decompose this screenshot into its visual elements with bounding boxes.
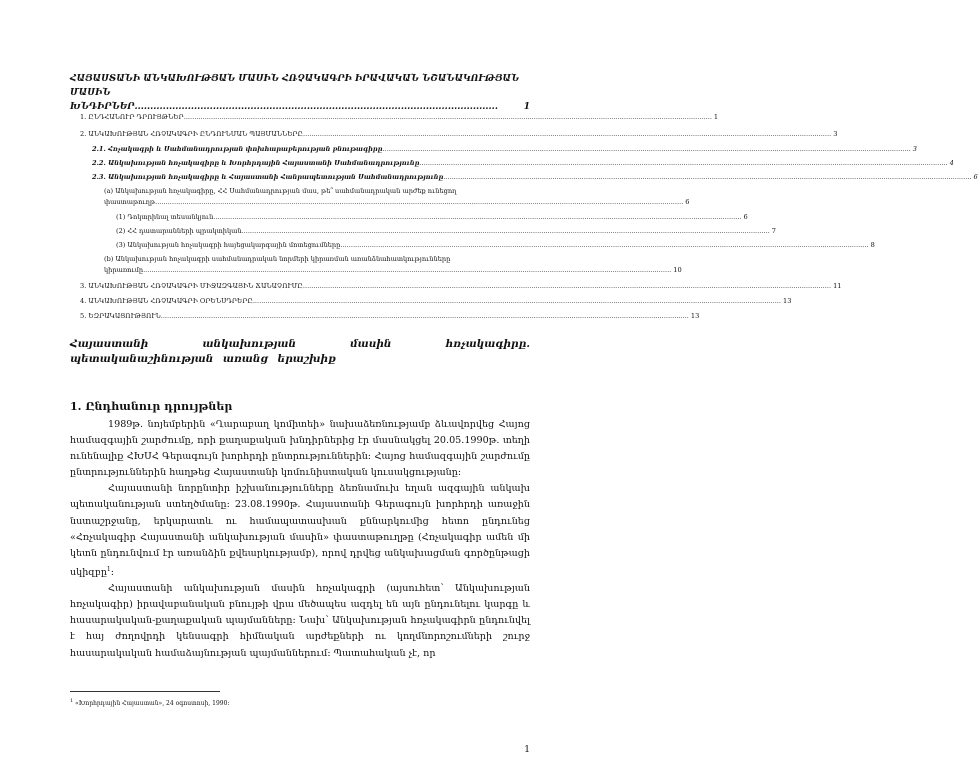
toc-entry-page: 10	[673, 266, 682, 274]
toc-entry-label-cont: կիրառումը	[104, 266, 144, 274]
toc-entry-label: 2.3. Անկախության հռչակագիրը և Հայաստանի Հանրապետության Սահմանադրությունը	[92, 173, 444, 181]
toc-entry-page: 13	[783, 297, 792, 305]
section-heading: 1. Ընդհանուր դրույթներ	[70, 400, 233, 413]
toc-leader	[303, 129, 831, 139]
toc-entry-page: 13	[690, 312, 700, 320]
toc-entry[interactable]	[80, 112, 719, 122]
footnote	[70, 697, 229, 708]
toc-leader	[383, 144, 911, 154]
footnote-text: «Խորհրդային Հայաստան», 24 օգոստոսի, 1990:	[75, 700, 230, 707]
toc-entry[interactable]	[80, 311, 700, 321]
toc-entry-label: 2. ԱՆԿԱԽՈՒԹՅԱՆ ՀՌՉԱԿԱԳՐԻ ԸՆԴՈՒՆՄԱՆ ՊԱՅՄԱՆՆԵՐԸ	[80, 130, 303, 138]
toc-leader	[253, 296, 781, 306]
toc-entry-page: 6	[743, 213, 748, 221]
toc-entry-label: 1. ԸՆԴՀԱՆՈՒՐ ԴՐՈՒՅԹՆԵՐ	[80, 113, 184, 121]
toc-entry-label: 4. ԱՆԿԱԽՈՒԹՅԱՆ ՀՌՉԱԿԱԳՐԻ ՕՐԵՆՍԴՐԵՐԸ	[80, 297, 253, 305]
body-text	[70, 417, 530, 662]
footnote-reference[interactable]: 1	[106, 565, 111, 573]
toc-entry-label: 2.2. Անկախության հռչակագիրը և Խորհրդային Հայաստանի Սահմանադրությունը	[92, 159, 420, 167]
toc-entry-page: 8	[870, 241, 875, 249]
toc-leader	[419, 158, 947, 168]
page-number: 1	[524, 745, 530, 755]
toc-leader	[143, 265, 671, 275]
toc-entry-continuation[interactable]	[104, 197, 690, 207]
toc-leader	[161, 311, 689, 321]
toc-entry-page: 6	[973, 173, 978, 181]
toc-entry-label: 2.1. Հռչակագրի և Սահմանադրության փոխհարաբերության բնութագիրը	[92, 145, 383, 153]
toc-entry-page: 7	[771, 227, 776, 235]
toc-leader	[184, 112, 712, 122]
footnote-separator	[70, 691, 220, 692]
toc-leader	[213, 212, 741, 222]
toc-entry-continuation[interactable]	[104, 265, 682, 275]
toc-entry-page: 3	[912, 145, 917, 153]
toc-entry-label: 5. ԵԶՐԱԿԱՑՈՒԹՅՈՒՆ	[80, 312, 161, 320]
toc-leader	[242, 226, 770, 236]
toc-entry[interactable]	[80, 281, 842, 291]
toc-entry-page: 3	[833, 130, 838, 138]
toc-entry[interactable]	[104, 254, 530, 264]
toc-leader	[155, 197, 683, 207]
toc-title-text: ՀԱՅԱՍՏԱՆԻ ԱՆԿԱԽՈՒԹՅԱՆ ՄԱՍԻՆ ՀՌՉԱԿԱԳՐԻ ԻՐԱՎԱԿԱՆ ՆՇԱՆԱԿՈՒԹՅԱՆ ՄԱՍԻՆ ԽՆԴԻՐՆԵՐ	[70, 74, 520, 112]
toc-entry[interactable]	[92, 158, 954, 168]
toc-entry[interactable]	[92, 172, 978, 182]
paragraph: Հայաստանի անկախության մասին հռչակագրի (այսուհետ՝ Անկախության հռչակագիր) իրավաբանական բնույթի վրա մեծապես ազդել են այն ընդունելու կարգը և հասարակական-քաղաքական պայմանները: Նախ՝ Անկախության հռչակագիրն ընդունվել է հայ ժողովրդի կենսագրի հիմնական արժեքների ու կողմնորոշումների շուրջ հասարակական համաձայնության պայմաններում: Պատահական չէ, որ	[70, 583, 530, 659]
toc-leader	[443, 172, 971, 182]
toc-entry[interactable]	[116, 240, 875, 250]
toc-entry-page: 4	[949, 159, 954, 167]
toc-entry-label: (a) Անկախության հռչակագիրը, ՀՀ Սահմանադրության մաս, թե՞ սահմանադրական արժեք ունեցող	[104, 187, 457, 195]
toc-entry[interactable]	[80, 129, 838, 139]
toc-leader	[303, 281, 831, 291]
document-title: Հայաստանի անկախության մասին հռչակագիրը. պետականաշինության առանց երաշխիք	[70, 338, 530, 365]
toc-leader	[340, 240, 868, 250]
toc-entry[interactable]	[116, 212, 748, 222]
toc-title[interactable]: ՀԱՅԱՍՏԱՆԻ ԱՆԿԱԽՈՒԹՅԱՆ ՄԱՍԻՆ ՀՌՉԱԿԱԳՐԻ ԻՐԱՎԱԿԱՆ ՆՇԱՆԱԿՈՒԹՅԱՆ ՄԱՍԻՆ ԽՆԴԻՐՆԵՐ.................................................................................................................... 1	[70, 74, 530, 112]
toc-entry[interactable]	[104, 186, 530, 196]
toc-title-page: 1	[523, 102, 530, 112]
toc-entry[interactable]	[92, 144, 917, 154]
toc-entry-label: (b) Անկախության հռչակագրի սահմանադրական նորմերի կիրառման առանձնահատկությունները	[104, 255, 451, 263]
toc-entry-page: 11	[833, 282, 842, 290]
toc-entry-label-cont: փաստաթուղթ	[104, 198, 156, 206]
paragraph: 1989թ. նոյեմբերին «Ղարաբաղ կոմիտեի» նախաձեռնությամբ ձևավորվեց Հայոց համազգային շարժումը, որի քաղաքական խնդիրներից էր մասնակցել 20.05.1990թ. տեղի ունենալիք ՀԽՍՀ Գերագույն խորհրդի ընտրություններին: Հայոց համազգային շարժումը ընտրություններին հաղթեց Հայաստանի կոմունիստական կուսակցությանը:	[70, 419, 530, 479]
footnote-marker: 1	[70, 698, 74, 704]
toc-entry-label: (2) ՀՀ դատարանների պրակտիկան	[116, 227, 242, 235]
toc-entry-label: (1) Դոկտրինալ տեսանկյուն	[116, 213, 214, 221]
toc-entry[interactable]	[80, 296, 792, 306]
paragraph: Հայաստանի նորընտիր իշխանությունները ձեռնամուխ եղան ազգային անկախ պետականության ստեղծմանը: 23.08.1990թ. Հայաստանի Գերագույն խորհրդի առաջին նստաշրջանը, երկարատև ու համապատասխան քննարկումից հետո ընդունեց «Հռչակագիր Հայաստանի անկախության մասին» փաստաթուղթը (Հռչակագիր ամեն մի կետն ընդունվում էր առանձին քվեարկությամբ), որով դրվեց անկախացման գործընթացի սկիզբը$^1$:	[70, 483, 530, 579]
toc-entry-page: 6	[685, 198, 690, 206]
toc-entry[interactable]	[116, 226, 776, 236]
toc-entry-page: 1	[713, 113, 719, 121]
toc-entry-label: (3) Անկախության հռչակագրի հայեցակարգային մոտեցումները	[116, 241, 341, 249]
toc-entry-label: 3. ԱՆԿԱԽՈՒԹՅԱՆ ՀՌՉԱԿԱԳՐԻ ՄԻՋԱԶԳԱՅԻՆ ՃԱՆԱՉՈՒՄԸ	[80, 282, 303, 290]
